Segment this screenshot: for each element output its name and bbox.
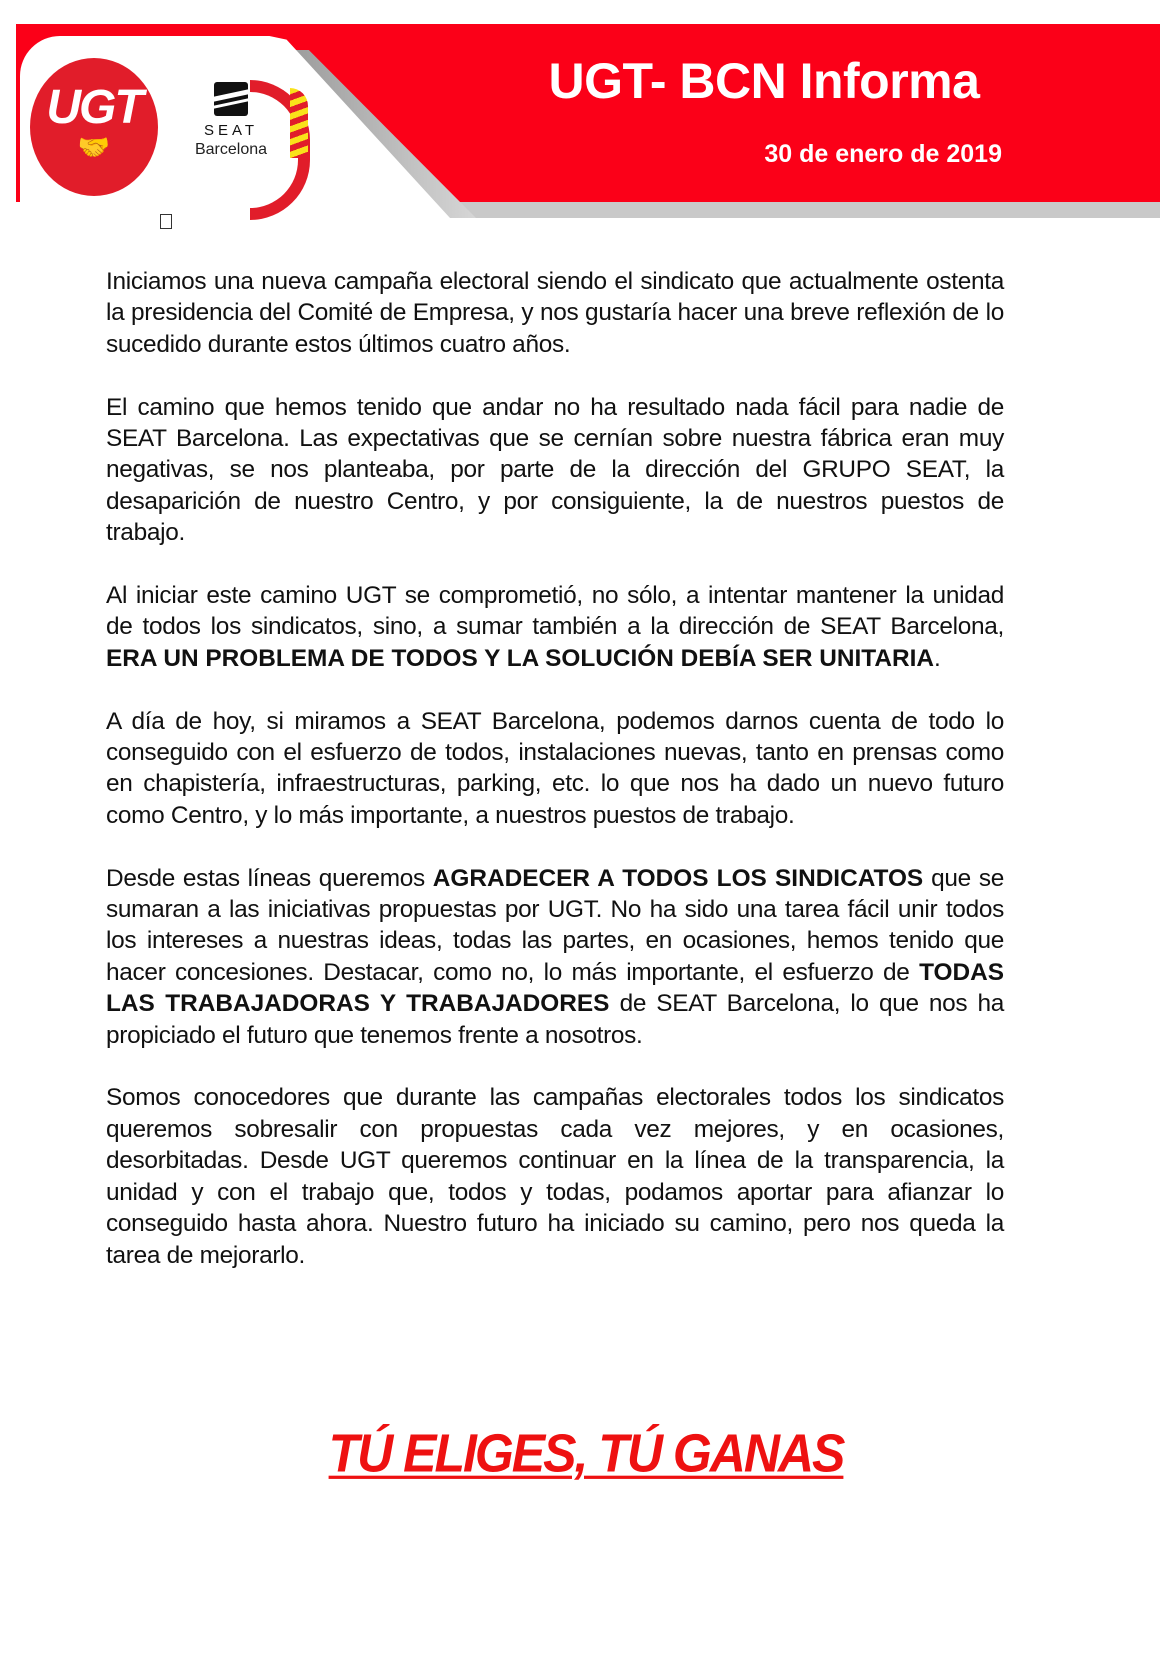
publication-date: 30 de enero de 2019 — [764, 140, 1002, 168]
catalan-flag-stripes-icon — [290, 88, 308, 158]
seat-s-icon — [214, 82, 248, 116]
body-text: A día de hoy, si miramos a SEAT Barcelona, podemos darnos cuenta de todo lo conseguido con el esfuerzo de todos, instalaciones nuevas, tanto en prensas como en chapistería, infraestructuras, parking, etc. lo que nos ha dado un nuevo futuro como Centro, y lo más importante, a nuestros puestos de trabajo. — [106, 707, 1004, 829]
page-title: UGT- BCN Informa — [548, 53, 980, 109]
missing-glyph-box — [160, 214, 172, 229]
slogan: TÚ ELIGES, TÚ GANAS — [328, 1422, 844, 1484]
emphasis-text: TODAS LAS TRABAJADORAS Y TRABAJADORES — [106, 958, 1004, 1018]
document-body — [106, 266, 1004, 1302]
seat-city: Barcelona — [194, 141, 268, 158]
body-text: de SEAT Barcelona, lo que nos ha propiciado el futuro que tenemos frente a nosotros. — [106, 990, 1005, 1049]
header-banner — [16, 24, 1160, 218]
body-text: Desde estas líneas queremos — [106, 864, 433, 892]
paragraph-5 — [106, 863, 1004, 1051]
body-text: Al iniciar este camino UGT se comprometió, no sólo, a intentar mantener la unidad de todos los sindicatos, sino, a sumar también a la dirección de SEAT Barcelona, — [106, 582, 1004, 641]
paragraph-2 — [106, 392, 1004, 549]
paragraph-1 — [106, 266, 1004, 360]
body-text: que se sumaran a las iniciativas propuestas por UGT. No ha sido una tarea fácil unir todos los intereses a nuestras ideas, todas las partes, en ocasiones, hemos tenido que hacer concesiones. Destacar, como no, lo más importante, el esfuerzo de — [106, 864, 1004, 986]
body-text: . — [933, 644, 941, 672]
emphasis-text: AGRADECER A TODOS LOS SINDICATOS — [432, 864, 924, 892]
header-shadow — [436, 202, 1160, 218]
body-text: Somos conocedores que durante las campañas electorales todos los sindicatos queremos sobresalir con propuestas cada vez mejores, y en ocasiones, desorbitadas. Desde UGT queremos continuar en la línea de la transparencia, la unidad y con el trabajo que, todos y todas, podamos aportar para afianzar lo conseguido hasta ahora. Nuestro futuro ha iniciado su camino, pero nos queda la tarea de mejorarlo. — [106, 1084, 1004, 1269]
emphasis-text: ERA UN PROBLEMA DE TODOS Y LA SOLUCIÓN DEBÍA SER UNITARIA — [106, 644, 934, 672]
handshake-icon: 🤝 — [77, 132, 111, 162]
paragraph-6 — [106, 1082, 1004, 1270]
paragraph-3 — [106, 580, 1004, 674]
ugt-logo — [30, 58, 158, 196]
ugt-logo-text: UGT — [46, 81, 142, 134]
paragraph-4 — [106, 706, 1004, 832]
body-text: El camino que hemos tenido que andar no ha resultado nada fácil para nadie de SEAT Barcelona. Las expectativas que se cernían sobre nuestra fábrica eran muy negativas, se nos planteaba, por parte de la dirección del GRUPO SEAT, la desaparición de nuestro Centro, y por consiguiente, la de nuestros puestos de trabajo. — [106, 393, 1004, 547]
body-text: Iniciamos una nueva campaña electoral siendo el sindicato que actualmente ostenta la presidencia del Comité de Empresa, y nos gustaría hacer una breve reflexión de lo sucedido durante estos últimos cuatro años. — [106, 268, 1004, 358]
seat-brand: SEAT — [203, 122, 259, 139]
